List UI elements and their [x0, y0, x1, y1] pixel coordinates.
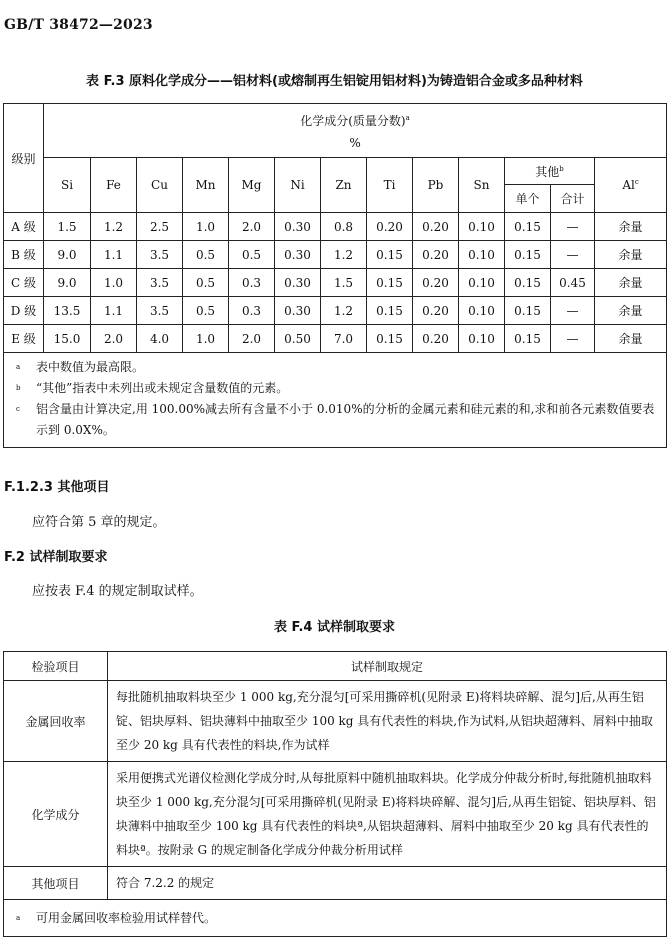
section-f123-body: 应符合第 5 章的规定。: [32, 515, 166, 530]
value-cell: 0.10: [459, 297, 505, 325]
value-cell: 0.30: [275, 213, 321, 241]
grade-cell: E 级: [4, 325, 44, 353]
value-cell: 0.20: [367, 213, 413, 241]
table-f3-footnotes: [4, 353, 667, 448]
value-cell: 0.10: [459, 213, 505, 241]
value-cell: 2.0: [229, 213, 275, 241]
value-cell: 0.10: [459, 269, 505, 297]
element-header: Mg: [229, 158, 275, 213]
grade-cell: C 级: [4, 269, 44, 297]
value-cell: 9.0: [44, 241, 91, 269]
element-header: Cu: [137, 158, 183, 213]
other-header: 其他$^b$: [505, 158, 595, 185]
element-header: Pb: [413, 158, 459, 213]
value-cell: 0.30: [275, 297, 321, 325]
al-cell: 余量: [595, 269, 667, 297]
footnote: a 表中数值为最高限。: [16, 360, 145, 374]
value-cell: —: [551, 325, 595, 353]
grade-cell: D 级: [4, 297, 44, 325]
value-cell: 0.20: [413, 241, 459, 269]
element-header: Sn: [459, 158, 505, 213]
value-cell: 0.5: [183, 297, 229, 325]
al-cell: 余量: [595, 325, 667, 353]
value-cell: 0.15: [505, 269, 551, 297]
sampling-rule: 每批随机抽取料块至少 1 000 kg,充分混匀[可采用撕碎机(见附录 E)将料块碎解、混匀]后,从再生铝锭、铝块厚料、铝块薄料中抽取至少 100 kg 具有代表性的料块,作为试料,从铝块超薄料、屑料中抽取至少 20 kg 具有代表性的料块,作为试样: [108, 681, 667, 762]
grade-row: [4, 325, 667, 353]
table-f3-caption: 表 F.3 原料化学成分——铝材料(或熔制再生铝锭用铝材料)为铸造铝合金或多品种材料: [86, 74, 583, 89]
inspection-item: 化学成分: [4, 762, 108, 867]
value-cell: 0.15: [505, 241, 551, 269]
value-cell: 13.5: [44, 297, 91, 325]
value-cell: 0.15: [367, 269, 413, 297]
value-cell: —: [551, 241, 595, 269]
value-cell: 0.15: [505, 213, 551, 241]
grade-header: 级别: [4, 104, 44, 213]
al-header: Al$^c$: [595, 158, 667, 213]
footnote: c 铝含量由计算决定,用 100.00%减去所有含量不小于 0.010%的分析的金属元素和硅元素的和,求和前各元素数值要表示到 0.0X%。: [16, 402, 655, 437]
value-cell: 0.8: [321, 213, 367, 241]
value-cell: 1.0: [183, 213, 229, 241]
al-cell: 余量: [595, 213, 667, 241]
grade-row: [4, 241, 667, 269]
value-cell: 1.2: [91, 213, 137, 241]
value-cell: 1.2: [321, 297, 367, 325]
value-cell: 0.5: [183, 269, 229, 297]
sampling-rule: 符合 7.2.2 的规定: [108, 867, 667, 900]
value-cell: 0.30: [275, 241, 321, 269]
value-cell: 0.15: [367, 325, 413, 353]
value-cell: 0.15: [367, 297, 413, 325]
grade-cell: A 级: [4, 213, 44, 241]
value-cell: 3.5: [137, 269, 183, 297]
table-f4-caption: 表 F.4 试样制取要求: [273, 620, 395, 635]
value-cell: 0.20: [413, 213, 459, 241]
value-cell: —: [551, 297, 595, 325]
al-cell: 余量: [595, 297, 667, 325]
sampling-rule: 采用便携式光谱仪检测化学成分时,从每批原料中随机抽取料块。化学成分仲裁分析时,每批随机抽取料块至少 1 000 kg,充分混匀[可采用撕碎机(见附录 E)将料块碎解、混匀]后,从再生铝锭、铝块厚料、铝块薄料中抽取至少 100 kg 具有代表性的料块ª,从铝块超薄料、屑料中抽取至少 20 kg 具有代表性的料块ª。按附录 G 的规定制备化学成分仲裁分析用试样: [108, 762, 667, 867]
value-cell: 3.5: [137, 241, 183, 269]
other-total-header: 合计: [551, 185, 595, 213]
value-cell: 0.50: [275, 325, 321, 353]
sampling-rule-header: 试样制取规定: [108, 652, 667, 681]
value-cell: 0.15: [505, 297, 551, 325]
value-cell: 0.3: [229, 297, 275, 325]
value-cell: 0.30: [275, 269, 321, 297]
value-cell: 9.0: [44, 269, 91, 297]
inspection-item: 其他项目: [4, 867, 108, 900]
value-cell: 0.15: [505, 325, 551, 353]
grade-row: [4, 213, 667, 241]
other-single-header: 单个: [505, 185, 551, 213]
value-cell: 2.0: [229, 325, 275, 353]
element-header: Mn: [183, 158, 229, 213]
value-cell: 0.5: [229, 241, 275, 269]
value-cell: 4.0: [137, 325, 183, 353]
grade-row: [4, 269, 667, 297]
grade-cell: B 级: [4, 241, 44, 269]
standard-code: GB/T 38472—2023: [4, 17, 153, 33]
table-f4-footnote: a 可用金属回收率检验用试样替代。: [4, 900, 667, 937]
section-f2-body: 应按表 F.4 的规定制取试样。: [32, 584, 203, 599]
value-cell: 1.1: [91, 241, 137, 269]
sampling-table: [3, 651, 667, 937]
value-cell: —: [551, 213, 595, 241]
inspection-item: 金属回收率: [4, 681, 108, 762]
value-cell: 0.10: [459, 241, 505, 269]
value-cell: 0.10: [459, 325, 505, 353]
element-header: Ti: [367, 158, 413, 213]
element-header: Fe: [91, 158, 137, 213]
element-header: Si: [44, 158, 91, 213]
grade-row: [4, 297, 667, 325]
value-cell: 2.0: [91, 325, 137, 353]
value-cell: 1.5: [44, 213, 91, 241]
inspection-item-header: 检验项目: [4, 652, 108, 681]
value-cell: 1.0: [91, 269, 137, 297]
section-f123-heading: F.1.2.3 其他项目: [4, 480, 110, 495]
value-cell: 0.20: [413, 325, 459, 353]
value-cell: 1.5: [321, 269, 367, 297]
value-cell: 0.45: [551, 269, 595, 297]
al-cell: 余量: [595, 241, 667, 269]
composition-header: 化学成分(质量分数)$^a$ %: [44, 104, 667, 158]
value-cell: 0.20: [413, 297, 459, 325]
footnote: b “其他”指表中未列出或未规定含量数值的元素。: [16, 381, 289, 395]
value-cell: 2.5: [137, 213, 183, 241]
value-cell: 7.0: [321, 325, 367, 353]
value-cell: 1.2: [321, 241, 367, 269]
value-cell: 1.0: [183, 325, 229, 353]
value-cell: 1.1: [91, 297, 137, 325]
value-cell: 0.15: [367, 241, 413, 269]
value-cell: 3.5: [137, 297, 183, 325]
value-cell: 0.5: [183, 241, 229, 269]
composition-table: [3, 103, 667, 448]
section-f2-heading: F.2 试样制取要求: [4, 550, 108, 565]
element-header: Ni: [275, 158, 321, 213]
value-cell: 0.20: [413, 269, 459, 297]
value-cell: 0.3: [229, 269, 275, 297]
element-header: Zn: [321, 158, 367, 213]
value-cell: 15.0: [44, 325, 91, 353]
